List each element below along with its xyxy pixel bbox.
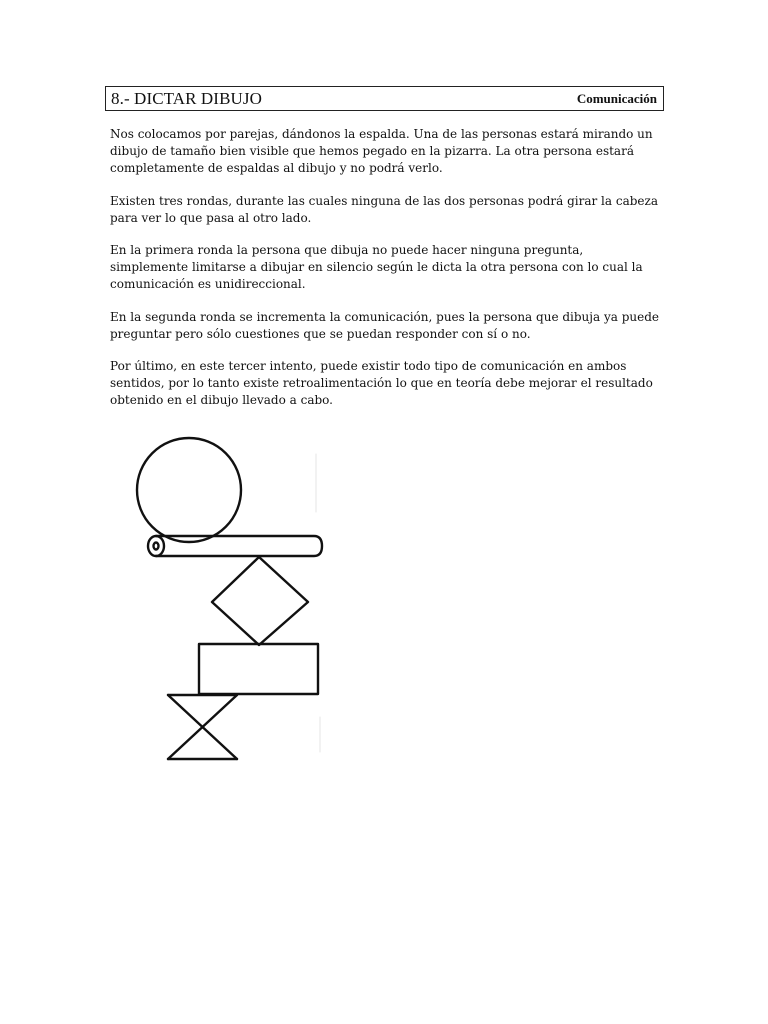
paragraph-round-two: En la segunda ronda se incrementa la comunicación, pues la persona que dibuja ya puede preguntar pero sólo cuestiones que se puedan responder con sí o no.	[110, 309, 660, 341]
circle-shape	[137, 438, 241, 542]
diamond-shape	[212, 557, 308, 645]
paragraph-rounds: Existen tres rondas, durante las cuales ninguna de las dos personas podrá girar la cabeza para ver lo que pasa al otro lado.	[110, 193, 658, 225]
faint-guide-lines	[316, 454, 320, 752]
rectangle-shape	[199, 644, 318, 694]
shape-drawing	[130, 432, 330, 772]
paragraph-round-one: En la primera ronda la persona que dibuja no puede hacer ninguna pregunta, simplemente limitarse a dibujar en silencio según le dicta la otra persona con lo cual la comunicación es unidireccional.	[110, 243, 643, 292]
paragraph-intro: Nos colocamos por parejas, dándonos la espalda. Una de las personas estará mirando un dibujo de tamaño bien visible que hemos pegado en la pizarra. La otra persona estará completamente de espaldas al dibujo y no podrá verlo.	[110, 127, 653, 176]
section-header	[105, 86, 664, 111]
instructions-text	[110, 126, 662, 425]
hourglass-shape	[168, 695, 237, 759]
page-title: 8.- DICTAR DIBUJO	[111, 89, 262, 108]
paragraph-round-three: Por último, en este tercer intento, puede existir todo tipo de comunicación en ambos sentidos, por lo tanto existe retroalimentación lo que en teoría debe mejorar el resultado obtenido en el dibujo llevado a cabo.	[110, 359, 653, 408]
section-label: Comunicación	[576, 91, 657, 106]
